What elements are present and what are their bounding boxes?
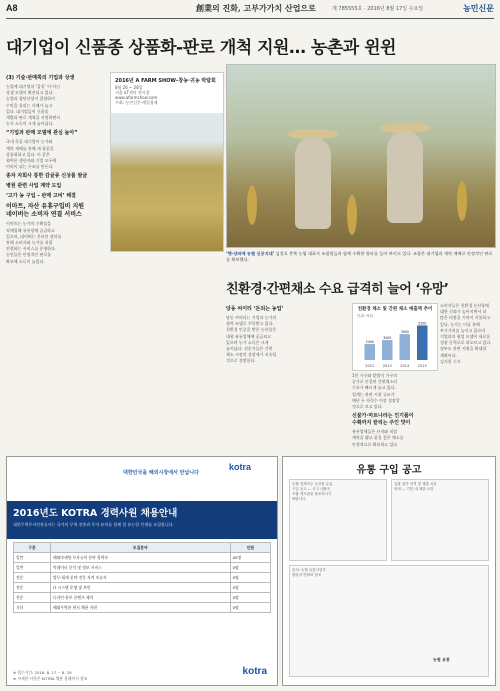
farm-show-ad[interactable] (110, 72, 224, 252)
table-cell: 전문 (14, 583, 51, 593)
table-header-cell: 구분 (14, 543, 51, 553)
table-cell: 0명 (230, 563, 270, 573)
byline: 김지현 기자 (440, 358, 461, 364)
subhead-5: 이마트, 자산 유휴구입비 지원 네이버는 소비자 연결 서비스 (6, 203, 85, 219)
chart-value-label: 5200 (418, 321, 427, 326)
crop-bundle (457, 181, 467, 221)
notice-title: 유통 구입 공고 (356, 465, 422, 476)
ad-footnote: ※ 접수기간: 2016. 8. 17 ~ 8. 29 ※ 자세한 사항은 KOTRA 채용 홈페이지 참조 (13, 670, 88, 681)
table-cell: 법무·회계 분야 전문 자격 보유자 (50, 573, 230, 583)
right-subheadline: 친환경·간편채소 수요 급격히 늘어 ‘유망’ (226, 282, 449, 297)
chart-bar (365, 344, 376, 360)
ad-top-tag: 대한민국을 해외시장에서 만납니다 (123, 470, 199, 476)
column-c-body: 소비자들은 친환경 농산물에 대한 신뢰가 높아지면서 더 많은 비용을 기꺼이 지불하고 있다. 농가는 이를 통해 부가가치를 높이고 있으며 기업과의 협업 모델이 새로운 성장 동력으로 떠오르고 있다. 정부도 관련 지원을 확대할 계획이다. (440, 303, 492, 358)
chart-value-label: 2400 (365, 340, 374, 345)
chart-bar (382, 340, 393, 360)
kotra-logo: kotra (229, 462, 252, 472)
ad-top (7, 457, 277, 501)
kotra-logo: kotra (242, 666, 267, 677)
notice-box-text: 입찰 참가 자격 및 제출 서류 안내 — 기한 내 제출 요망 (394, 482, 437, 491)
table-cell: 0명 (230, 593, 270, 603)
newspaper-logo: 농민신문 (463, 3, 494, 13)
onion-harvest-photo (226, 64, 496, 248)
sales-chart (352, 303, 438, 371)
table-cell: 0명 (230, 573, 270, 583)
recruitment-table (13, 542, 271, 613)
series-subhead: (3) 기술·판매쪽의 기업과 상생 (6, 75, 75, 81)
article-body-2: 국내 곡물 대기업이 농가와 계약 재배를 통해 새 품종을 상품화하고 있다. 이 같은 협력은 생산자와 기업 모두에 이익이 되는 구조를 만든다. (6, 139, 57, 170)
column-a-body: 당동 씨이티는 기업과 농가의 협력 모델로 주목받고 있다. 친환경 인증을 받은 농산물은 대형 유통업체에 공급되고 있으며 농가 소득은 크게 늘어났다. 전문가들은 간편 채소 시장의 성장세가 지속될 것으로 전망한다. (226, 315, 277, 364)
main-headline: 대기업이 신품종 상품화-판로 개척 지원… 농촌과 윈윈 (6, 38, 396, 58)
table-cell: 일반 (14, 553, 51, 563)
photo-caption (226, 251, 494, 263)
chart-x-tick: 2012 (365, 364, 375, 368)
caption-prefix: ‘햇-양파에 농협 신공지대’ (226, 251, 275, 256)
table-cell: 해외무역관 현지 채용 지원 (50, 603, 230, 613)
article-body-1: 농업에 대기업의 ‘갑질’ 이 아닌 상생 모델이 확산되고 있다. 농업과 첨단산업이 결합하며 수익을 올리는 사례가 늘고 있다. 대기업들이 신품종 개발과 판로 개척을 지원하면서 농가 소득이 크게 늘어났다. (6, 84, 61, 127)
notice-tag: 농협 유통 (433, 657, 450, 662)
purchase-notice-ad[interactable] (282, 456, 496, 686)
chart-title: 친환경 채소 및 간편 채소 매출액 추이 (357, 307, 433, 312)
right-column-b (352, 373, 436, 448)
column-a-title: 당동 씨이티 ‘돈되는 농업’ (226, 306, 284, 312)
chart-value-label: 3000 (383, 336, 392, 341)
right-column-c (440, 303, 494, 367)
ad-website[interactable]: www.afarmshow.com (115, 95, 158, 100)
chart-x-tick: 2014 (400, 364, 410, 368)
crop-bundle (247, 185, 257, 225)
notice-box (289, 565, 489, 677)
right-column-a (226, 303, 348, 365)
table-cell: 기타 (14, 603, 51, 613)
farmer-figure (295, 137, 331, 229)
kotra-recruitment-ad[interactable] (6, 456, 278, 686)
table-row (14, 593, 271, 603)
table-row (14, 573, 271, 583)
notice-box (391, 479, 489, 561)
chart-bar (417, 325, 428, 360)
bold-quote: “기업과 판매 모델에 관심 높아” (6, 130, 78, 137)
ad-title: 2016년도 KOTRA 경력사원 채용안내 (13, 508, 178, 519)
table-cell: 00명 (230, 553, 270, 563)
subhead-3: 병원 관련 사업 계약 도입 (6, 183, 62, 190)
issue-date: 제 785555호 · 2016년 8월 17일 수요일 (332, 6, 424, 12)
table-cell: 일반 (14, 563, 51, 573)
table-cell: 빅데이터 분석 및 정보 서비스 (50, 563, 230, 573)
chart-value-label: 3900 (400, 330, 409, 335)
table-row (14, 553, 271, 563)
ad-venue: 서울 aT센터 전시장 (115, 90, 150, 95)
table-cell: 0명 (230, 603, 270, 613)
notice-box-text: 문의: 농협 유통사업부 담당자 연락처 참조 (292, 568, 326, 577)
crop-bundle (347, 195, 357, 235)
table-cell: 전문 (14, 573, 51, 583)
table-cell: 해외마케팅·투자유치 분야 경력자 (50, 553, 230, 563)
chart-x-tick: 2015 (417, 364, 427, 368)
table-cell: 디자인·홍보 콘텐츠 제작 (50, 593, 230, 603)
article-body-3: 이마트는 농가의 수확물을 직매입해 유통망에 공급하고 있으며, 네이버는 온라인 장터를 통해 소비자와 농가를 직접 연결하는 서비스를 운영한다. 농민들은 안정적인 판로를 확보해 소득이 늘었다. (6, 221, 62, 264)
chart-bar (400, 334, 411, 360)
subhead-4: ‘고가 농 구입 – 판매 고비’ 해결 (6, 193, 76, 200)
page-header (6, 2, 494, 19)
notice-box (289, 479, 387, 561)
notice-box-text: 농협 경제지주 농산물 유통 구입 공고 — 공고 내용은 조합 게시판을 참조하시기 바랍니다. (292, 482, 333, 501)
chart-plot (353, 318, 437, 370)
table-row (14, 563, 271, 573)
ad-organizer: 주최: 농민신문·매일경제 (115, 100, 158, 105)
section-title: 創業의 진화, 고부가가치 산업으로 (196, 3, 316, 13)
table-header-cell: 인원 (230, 543, 270, 553)
column-b-body-2: 유통업체들은 산지와 직접 계약을 맺고 품질 좋은 채소를 안정적으로 확보하고 있다. (352, 429, 404, 447)
table-header-cell: 모집분야 (50, 543, 230, 553)
caption-text: 김창호 충북 농협 대표가 조합원들과 함께 수확한 양파를 들어 보이고 있다. 조합은 대기업과 계약 재배로 안정적인 판로를 확보했다. (226, 251, 493, 262)
ad-date: 8월 26 ~ 28일 (115, 85, 143, 90)
table-row (14, 603, 271, 613)
column-b-subhead: 신물가·마트나라는 인기품이 수확까지 끝리는 주인 맛이 (352, 413, 414, 427)
farmer-figure (387, 131, 423, 223)
ad-subtitle: 대한무역투자진흥공사는 국가의 무역 진흥과 투자 유치를 함께 할 유능한 인재를 모집합니다. (13, 522, 174, 527)
left-column (6, 72, 106, 265)
ad-title: 2016년 A FARM SHOW–창농·귀농 박람회 (115, 78, 216, 84)
table-cell: 0명 (230, 583, 270, 593)
page-number: A8 (6, 3, 18, 13)
chart-unit: 단위: 억원 (357, 314, 373, 318)
chart-x-tick: 2013 (382, 364, 392, 368)
ad-title-band (7, 501, 277, 539)
column-b-body: 1인 가구와 맞벌이 가구의 증가로 손질된 간편채소의 수요가 빠르게 늘고 있다. 업계는 관련 시장 규모가 매년 두 자릿수 이상 성장할 것으로 보고 있다. (352, 373, 400, 410)
subhead-2: 종자 자회사 통한 감귤류 신상품 발굴 (6, 173, 88, 180)
farm-field-image (111, 113, 223, 251)
table-cell: 전문 (14, 593, 51, 603)
table-cell: IT 시스템 운영 및 보안 (50, 583, 230, 593)
table-row (14, 583, 271, 593)
